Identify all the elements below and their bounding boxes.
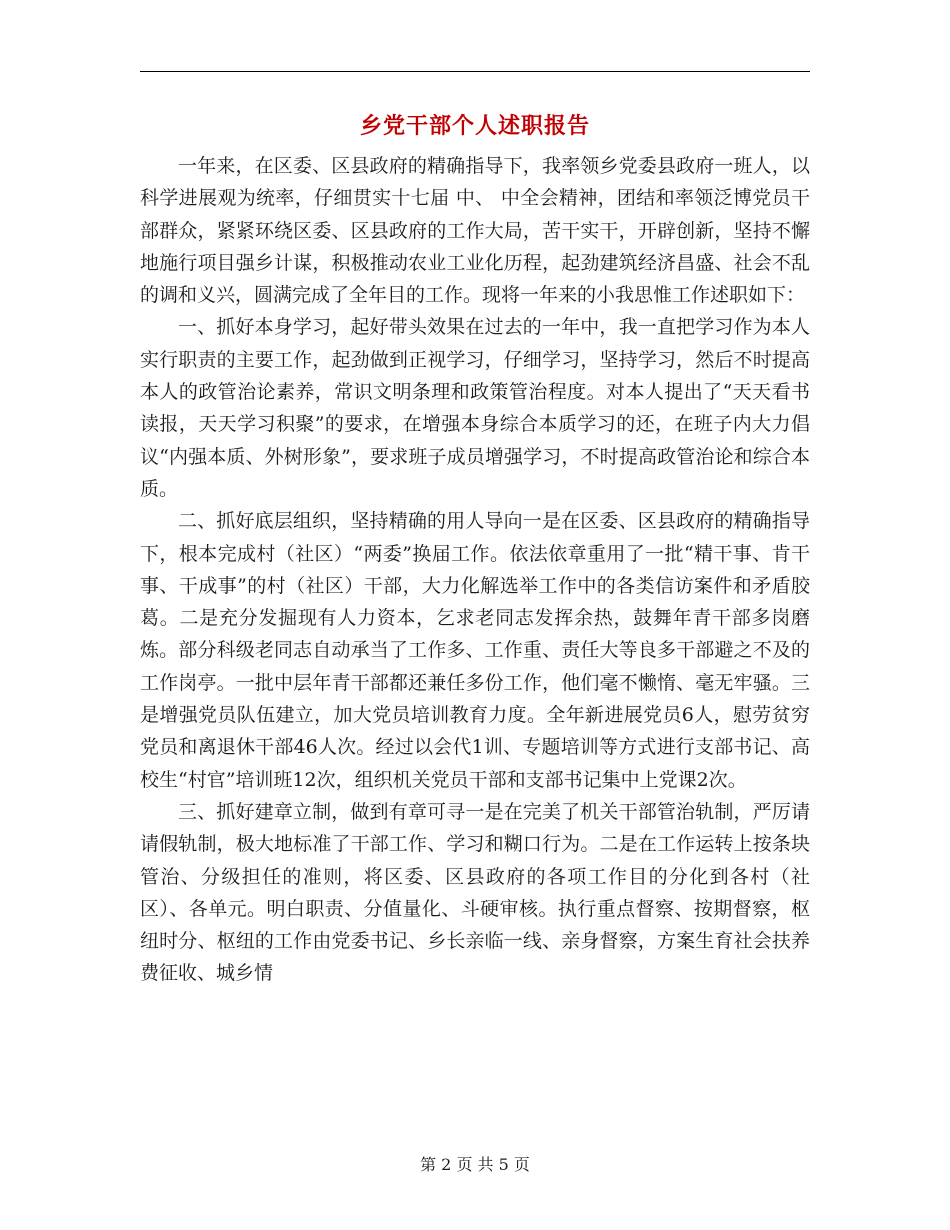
- document-body: [140, 150, 810, 990]
- paragraph-intro: 一年来，在区委、区县政府的精确指导下，我率领乡党委县政府一班人，以科学进展观为统率，仔细贯实十七届 中、 中全会精神，团结和率领泛博党员干部群众，紧紧环绕区委、区县政府的工作大局，苦干实干，开辟创新，坚持不懈地施行项目强乡计谋，积极推动农业工业化历程，起劲建筑经济昌盛、社会不乱的调和义兴，圆满完成了全年目的工作。现将一年来的小我思惟工作述职如下：: [140, 155, 810, 307]
- header-rule: [140, 71, 810, 72]
- document-title: 乡党干部个人述职报告: [359, 113, 590, 139]
- paragraph-section-1: 一、抓好本身学习，起好带头效果在过去的一年中，我一直把学习作为本人实行职责的主要工作，起劲做到正视学习，仔细学习，坚持学习，然后不时提高本人的政管治论素养，常识文明条理和政策管治程度。对本人提出了“天天看书读报，天天学习积聚”的要求，在增强本身综合本质学习的还，在班子内大力倡议“内强本质、外树形象”，要求班子成员增强学习，不时提高政管治论和综合本质。: [140, 316, 810, 500]
- paragraph-section-3: 三、抓好建章立制，做到有章可寻一是在完美了机关干部管治轨制，严厉请请假轨制，极大地标准了干部工作、学习和糊口行为。二是在工作运转上按条块管治、分级担任的准则，将区委、区县政府的各项工作目的分化到各村（社区）、各单元。明白职责、分值量化、斗硬审核。执行重点督察、按期督察，枢纽时分、枢纽的工作由党委书记、乡长亲临一线、亲身督察，方案生育社会扶养费征收、城乡情: [140, 800, 810, 985]
- page-number-footer: 第 2 页 共 5 页: [420, 1155, 530, 1174]
- paragraph-section-2: 二、抓好底层组织，坚持精确的用人导向一是在区委、区县政府的精确指导下，根本完成村（社区）“两委”换届工作。依法依章重用了一批“精干事、肯干事、干成事”的村（社区）干部，大力化解选举工作中的各类信访案件和矛盾胶葛。二是充分发掘现有人力资本，乞求老同志发挥余热，鼓舞年青干部多岗磨炼。部分科级老同志自动承当了工作多、工作重、责任大等良多干部避之不及的工作岗亭。一批中层年青干部都还兼任多份工作，他们毫不懒惰、毫无牢骚。三是增强党员队伍建立，加大党员培训教育力度。全年新进展党员6人，慰劳贫穷党员和离退休干部46人次。经过以会代1训、专题培训等方式进行支部书记、高校生“村官”培训班12次，组织机关党员干部和支部书记集中上党课2次。: [140, 510, 810, 791]
